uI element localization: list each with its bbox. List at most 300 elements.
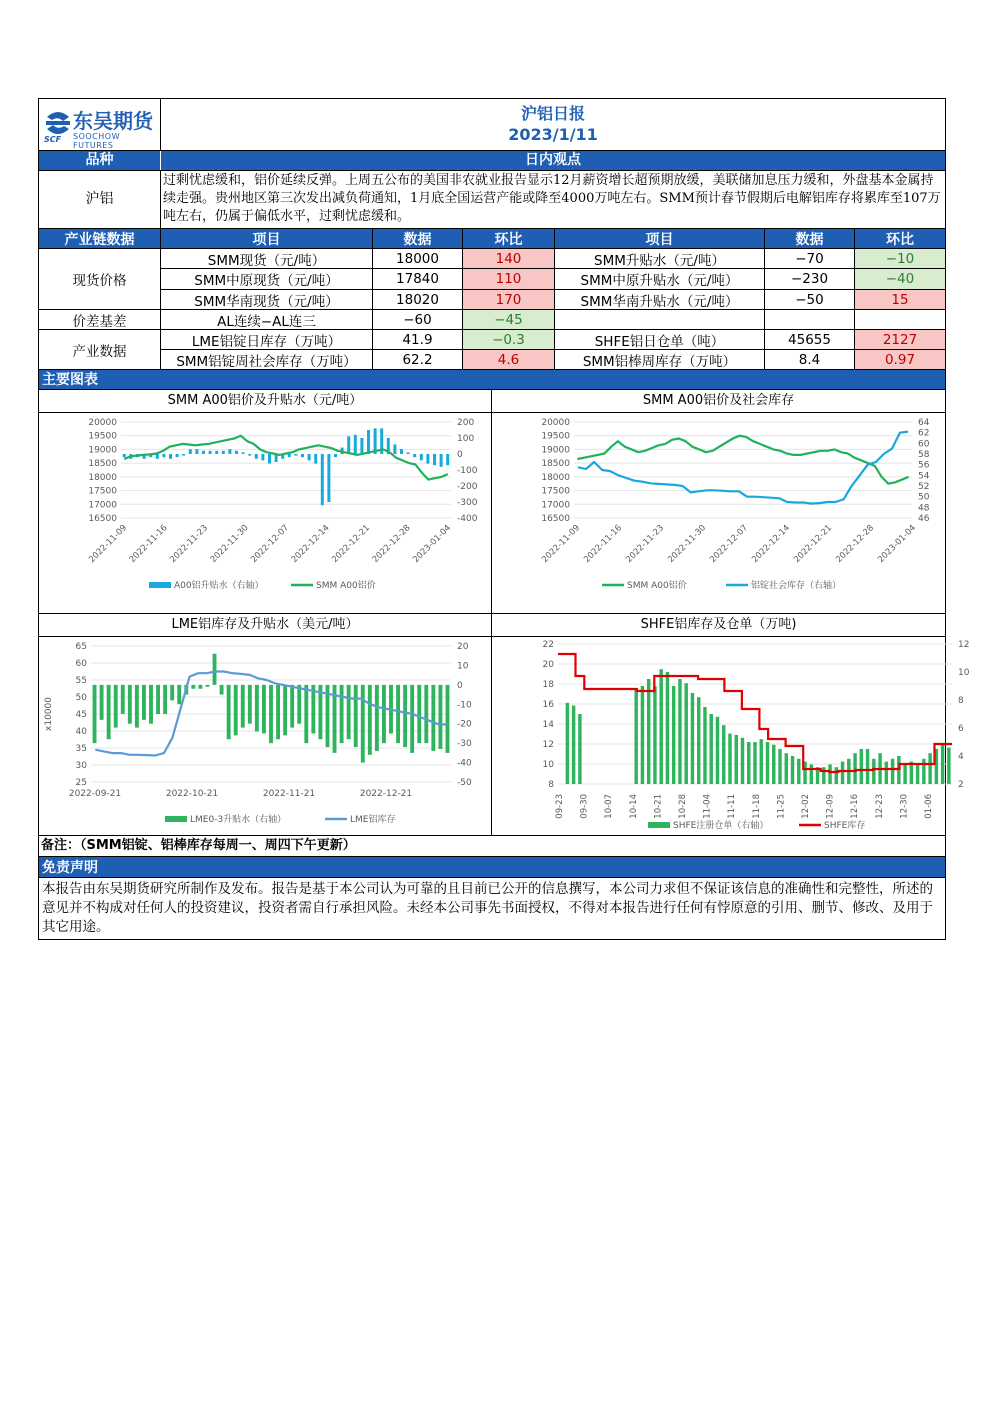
y-tick-left: 17000 xyxy=(541,500,570,511)
bar xyxy=(410,685,414,753)
table-cell-value xyxy=(765,310,855,330)
x-tick-label: 2022-11-30 xyxy=(666,523,709,566)
th-value-right: 数据 xyxy=(765,229,855,249)
y-tick-right: 4 xyxy=(958,752,964,762)
x-tick-label: 2022-12-14 xyxy=(289,523,332,566)
bar xyxy=(301,454,304,457)
y-tick-left: 18000 xyxy=(541,472,570,483)
table-cell-value: 62.2 xyxy=(373,350,463,370)
bar xyxy=(697,697,700,784)
bar xyxy=(703,707,706,784)
bar xyxy=(710,714,713,784)
bar xyxy=(121,685,125,714)
y-tick-left: 17500 xyxy=(88,486,117,497)
report-title: 沪铝日报 xyxy=(520,104,585,123)
col-view-header: 日内观点 xyxy=(525,152,581,168)
bar xyxy=(853,753,856,784)
bar xyxy=(334,454,337,457)
y-tick-right: -200 xyxy=(457,482,478,492)
x-tick-label: 09-30 xyxy=(579,794,590,819)
bar xyxy=(182,454,185,456)
y-tick-left: 12 xyxy=(542,740,554,750)
bar xyxy=(760,739,763,784)
bar xyxy=(107,685,111,739)
group-spot: 现货价格 xyxy=(39,249,161,310)
data-table xyxy=(39,229,945,370)
legend-label: LME0-3升贴水（右轴） xyxy=(190,815,287,825)
table-cell-item: AL连续−AL连三 xyxy=(161,310,373,330)
bar xyxy=(866,749,869,784)
y-tick-left: 10 xyxy=(542,760,554,770)
chart-a00-price-inventory xyxy=(492,412,945,613)
y-tick-right: 10 xyxy=(958,668,970,678)
table-cell-item: SMM中原升贴水（元/吨） xyxy=(555,269,765,290)
bar xyxy=(691,693,694,784)
table-cell-value: 17840 xyxy=(373,269,463,290)
legend-label: LME铝库存 xyxy=(350,815,396,825)
y-tick-right: 56 xyxy=(918,460,930,471)
chart-panel-a00-price xyxy=(39,390,492,614)
bar xyxy=(766,742,769,784)
bar xyxy=(841,762,844,784)
disclaimer-text: 本报告由东吴期货研究所制作及发布。报告是基于本公司认为可靠的且目前已公开的信息撰写，本公司力求但不保证该信息的准确性和完整性，所述的意见并不构成对任何人的投资建议，投资者需自行承担风险。未经本公司事先书面授权，不得对本报告进行任何有悖原意的引用、删节、修改、及用于其它用途。 xyxy=(42,881,933,935)
x-tick-label: 2022-11-21 xyxy=(262,789,316,799)
y-tick-right: 12 xyxy=(958,640,970,650)
bar xyxy=(347,436,350,454)
y-tick-left: 17000 xyxy=(88,500,117,511)
table-cell-item: SMM铝棒周库存（万吨） xyxy=(555,350,765,370)
y-tick-right: 6 xyxy=(958,724,964,734)
series-line xyxy=(578,432,908,504)
bar xyxy=(268,454,271,464)
charts-section-header: 主要图表 xyxy=(39,370,945,390)
table-cell-item: SMM中原现货（元/吨） xyxy=(161,269,373,290)
chart-shfe-inventory-warrants xyxy=(492,636,970,835)
series-line xyxy=(124,436,448,480)
table-cell-value: −60 xyxy=(373,310,463,330)
x-tick-label: 2022-11-30 xyxy=(208,523,251,566)
bar xyxy=(407,452,410,454)
x-tick-label: 10-21 xyxy=(653,794,664,819)
x-tick-label: 09-23 xyxy=(555,794,565,819)
bar xyxy=(170,685,174,701)
chart-title: SMM A00铝价及社会库存 xyxy=(492,390,945,413)
bar xyxy=(778,749,781,784)
x-tick-label: 2022-11-09 xyxy=(87,523,130,566)
chart-panel-a00-inventory xyxy=(492,390,945,614)
group-industry: 产业数据 xyxy=(39,330,161,370)
table-cell-change: −45 xyxy=(463,310,555,330)
bar xyxy=(321,454,324,505)
bar xyxy=(156,685,160,714)
x-tick-label: 2022-11-16 xyxy=(582,523,625,566)
bar xyxy=(189,449,192,454)
bar xyxy=(206,685,210,687)
bar xyxy=(242,452,245,454)
bar xyxy=(283,685,287,736)
logo-letters: SCF xyxy=(44,135,62,144)
y-tick-right: 200 xyxy=(457,418,475,428)
y-tick-left: 25 xyxy=(75,778,87,788)
y-tick-right: 48 xyxy=(918,503,930,514)
bar xyxy=(304,685,308,743)
y-tick-right: 2 xyxy=(958,780,964,790)
bar xyxy=(446,685,450,753)
bar xyxy=(156,454,159,459)
y-tick-left: 20000 xyxy=(541,418,570,428)
x-tick-label: 2022-11-09 xyxy=(540,523,583,566)
table-cell-change: 170 xyxy=(463,290,555,310)
y-tick-left: 19500 xyxy=(88,431,117,442)
y-tick-right: 10 xyxy=(457,661,469,672)
x-tick-label: 2022-11-16 xyxy=(127,523,170,566)
bar xyxy=(797,759,800,784)
table-cell-change: −0.3 xyxy=(463,330,555,350)
col-variety-header: 品种 xyxy=(39,151,161,170)
bar xyxy=(785,753,788,784)
x-tick-label: 2022-12-07 xyxy=(708,523,751,566)
x-tick-label: 10-14 xyxy=(628,794,639,819)
y-tick-left: 18000 xyxy=(88,472,117,483)
y-tick-left: 22 xyxy=(542,640,554,650)
bar xyxy=(772,745,775,784)
bar xyxy=(228,449,231,454)
x-tick-label: 11-04 xyxy=(702,794,713,819)
bar xyxy=(828,764,831,784)
bar xyxy=(678,679,681,784)
bar xyxy=(361,685,365,763)
x-tick-label: 12-23 xyxy=(874,794,885,819)
bar xyxy=(433,454,436,465)
bar xyxy=(209,451,212,454)
y-tick-right: -20 xyxy=(457,719,472,730)
y-tick-right: -50 xyxy=(457,778,472,788)
y-tick-left: 16500 xyxy=(541,514,570,524)
bar xyxy=(426,454,429,464)
bar xyxy=(367,430,370,454)
bar xyxy=(722,725,725,784)
bar xyxy=(222,451,225,454)
company-name-en: SOOCHOW FUTURES xyxy=(73,132,120,150)
x-tick-label: 12-30 xyxy=(899,794,910,819)
table-cell-change: 2127 xyxy=(855,330,945,350)
bar xyxy=(666,672,669,784)
th-item-right: 项目 xyxy=(555,229,765,249)
bar xyxy=(420,454,423,460)
bar xyxy=(269,685,273,743)
table-cell-value: 41.9 xyxy=(373,330,463,350)
x-tick-label: 10-28 xyxy=(678,794,688,819)
bar xyxy=(177,685,181,704)
table-cell-value: 18020 xyxy=(373,290,463,310)
bar xyxy=(248,685,252,724)
bar xyxy=(438,685,442,749)
table-cell-value: −70 xyxy=(765,249,855,269)
bar xyxy=(288,454,291,457)
legend-label: SHFE库存 xyxy=(824,821,866,831)
bar xyxy=(149,685,153,724)
bar xyxy=(368,685,372,755)
bar xyxy=(114,685,118,728)
bar xyxy=(922,759,925,784)
y-tick-right: 62 xyxy=(918,428,930,439)
y-tick-right: 0 xyxy=(457,680,463,691)
bar xyxy=(382,685,386,743)
x-tick-label: 2022-12-28 xyxy=(834,523,877,566)
bar xyxy=(360,438,363,454)
bar xyxy=(314,454,317,464)
bar xyxy=(308,454,311,460)
bar xyxy=(191,685,195,689)
bar xyxy=(647,679,650,784)
x-tick-label: 11-25 xyxy=(776,794,787,819)
table-cell-value: 8.4 xyxy=(765,350,855,370)
table-cell-change: −40 xyxy=(855,269,945,290)
company-logo xyxy=(39,99,161,151)
group-basis: 价差基差 xyxy=(39,310,161,330)
bar xyxy=(261,454,264,460)
legend-swatch xyxy=(149,582,171,588)
bar xyxy=(340,685,344,743)
bar xyxy=(753,742,756,784)
bar xyxy=(215,451,218,454)
y-tick-right: 52 xyxy=(918,482,930,492)
bar xyxy=(578,714,581,784)
y-tick-right: 20 xyxy=(457,642,469,652)
y-tick-right: -10 xyxy=(457,700,472,711)
bar xyxy=(93,685,97,743)
legend-label: SHFE注册仓单（右轴） xyxy=(673,821,769,831)
bar xyxy=(297,685,301,724)
y-tick-right: 60 xyxy=(918,439,930,450)
bar xyxy=(916,764,919,784)
x-tick-label: 2022-12-21 xyxy=(792,523,835,566)
y-tick-right: -40 xyxy=(457,758,472,769)
y-tick-left: 16500 xyxy=(88,514,117,524)
y-tick-left: 18 xyxy=(542,680,554,690)
bar xyxy=(403,685,407,747)
legend-label: 铝锭社会库存（右轴） xyxy=(751,581,842,591)
y-tick-left: 50 xyxy=(75,693,87,703)
bar xyxy=(928,753,931,784)
bar xyxy=(672,686,675,784)
table-cell-item: SHFE铝日仓单（吨） xyxy=(555,330,765,350)
bar xyxy=(262,685,266,734)
x-tick-label: 2022-12-21 xyxy=(359,789,413,799)
bar xyxy=(220,685,224,695)
y-tick-right: -100 xyxy=(457,466,478,476)
bar xyxy=(641,686,644,784)
bar xyxy=(947,748,950,784)
y-tick-left: 60 xyxy=(75,659,87,669)
x-tick-label: 2022-09-21 xyxy=(68,789,122,799)
bar xyxy=(872,759,875,784)
bar xyxy=(424,685,428,743)
bar xyxy=(142,685,146,720)
bar xyxy=(440,454,443,467)
bar xyxy=(653,686,656,784)
bar xyxy=(431,685,435,751)
y-tick-left: 55 xyxy=(75,676,87,686)
x-tick-label: 2022-12-21 xyxy=(330,523,373,566)
x-tick-label: 2022-12-07 xyxy=(249,523,292,566)
bar xyxy=(169,454,172,459)
bar xyxy=(822,767,825,784)
bar xyxy=(634,689,637,784)
bar xyxy=(235,451,238,454)
bar xyxy=(162,454,165,457)
bar xyxy=(176,454,179,457)
bar xyxy=(400,449,403,454)
chart-panel-shfe xyxy=(492,614,970,836)
y-tick-left: 20000 xyxy=(88,418,117,428)
y-tick-left: 35 xyxy=(75,744,87,754)
x-tick-label: 2022-12-14 xyxy=(750,523,793,566)
bar xyxy=(941,745,944,784)
table-cell-change: 140 xyxy=(463,249,555,269)
table-cell-change xyxy=(855,310,945,330)
table-cell-item: SMM现货（元/吨） xyxy=(161,249,373,269)
table-cell-item: SMM升贴水（元/吨） xyxy=(555,249,765,269)
bar xyxy=(716,717,719,784)
view-text: 过剩忧虑缓和，铝价延续反弹。上周五公布的美国非农就业报告显示12月薪资增长超预期放缓，美联储加息压力缓和，外盘基本金属持续走强。贵州地区第三次发出减负荷通知，1月底全国运营产能或降至4000万吨左右。SMM预计春节假期后电解铝库存将累库至107万吨左右，仍属于偏低水平，过剩忧虑缓和。 xyxy=(163,173,941,224)
chart-lme-inventory-basis xyxy=(39,636,491,835)
y-tick-left: 18500 xyxy=(88,459,117,470)
chart-a00-price-basis xyxy=(39,412,491,613)
chart-title: LME铝库存及升贴水（美元/吨） xyxy=(39,614,491,637)
x-tick-label: 2022-11-23 xyxy=(168,523,211,566)
y-tick-left: 18500 xyxy=(541,459,570,470)
y-tick-left: 65 xyxy=(75,642,87,652)
chart-title: SMM A00铝价及升贴水（元/吨） xyxy=(39,390,491,413)
x-tick-label: 01-06 xyxy=(924,794,934,819)
y-tick-right: 54 xyxy=(918,471,930,482)
table-cell-change: 0.97 xyxy=(855,350,945,370)
bar xyxy=(903,764,906,784)
report-frame xyxy=(38,98,970,940)
th-value-left: 数据 xyxy=(373,229,463,249)
table-cell-value: −230 xyxy=(765,269,855,290)
y-tick-left: 17500 xyxy=(541,486,570,497)
th-change-right: 环比 xyxy=(855,229,945,249)
bar xyxy=(354,435,357,454)
bar xyxy=(327,454,330,502)
bar xyxy=(123,454,126,457)
y-tick-right: 8 xyxy=(958,696,964,706)
table-cell-item: SMM华南升贴水（元/吨） xyxy=(555,290,765,310)
x-tick-label: 2022-10-21 xyxy=(165,789,219,799)
note: 备注：（SMM铝锭、铝棒库存每周一、周四下午更新） xyxy=(41,838,356,853)
bar xyxy=(248,454,251,456)
company-name: 东吴期货 xyxy=(73,109,153,133)
bar xyxy=(234,685,238,736)
y-tick-right: 58 xyxy=(918,450,930,460)
y-tick-left: 19000 xyxy=(541,445,570,456)
bar xyxy=(572,706,575,784)
bar xyxy=(241,685,245,728)
bar xyxy=(396,685,400,743)
bar xyxy=(891,759,894,784)
view-row xyxy=(39,171,945,229)
legend-swatch xyxy=(165,816,187,822)
variety-cell: 沪铝 xyxy=(39,171,161,228)
y-tick-left: 45 xyxy=(75,710,87,720)
y-tick-left: 19000 xyxy=(88,445,117,456)
x-tick-label: 12-09 xyxy=(825,794,836,819)
bar xyxy=(735,735,738,784)
bar xyxy=(810,764,813,784)
bar xyxy=(741,738,744,784)
bar xyxy=(100,685,104,720)
y-tick-right: 50 xyxy=(918,492,930,503)
bar xyxy=(198,685,202,689)
view-header-bar xyxy=(39,151,945,171)
legend-label: A00铝升贴水（右轴） xyxy=(174,581,264,591)
x-tick-label: 12-02 xyxy=(801,794,811,819)
bar xyxy=(255,685,259,732)
bar xyxy=(135,685,139,728)
th-item-left: 项目 xyxy=(161,229,373,249)
y-tick-left: 30 xyxy=(75,761,87,771)
table-cell-item: SMM华南现货（元/吨） xyxy=(161,290,373,310)
chart-panel-lme xyxy=(39,614,492,836)
bar xyxy=(885,762,888,784)
bar xyxy=(163,685,167,714)
bar xyxy=(747,742,750,784)
bar xyxy=(213,654,217,685)
bar xyxy=(227,685,231,739)
bar xyxy=(195,449,198,454)
y-tick-left: 40 xyxy=(75,727,87,737)
header xyxy=(39,99,945,151)
x-tick-label: 11-11 xyxy=(727,794,738,819)
x-tick-label: 11-18 xyxy=(751,794,762,819)
table-cell-value: 18000 xyxy=(373,249,463,269)
bar xyxy=(290,685,294,728)
y-tick-right: -400 xyxy=(457,514,478,524)
legend-label: SMM A00铝价 xyxy=(627,581,687,591)
x-tick-label: 10-07 xyxy=(604,794,615,819)
bar xyxy=(659,669,662,784)
bar xyxy=(354,685,358,747)
bar xyxy=(128,685,132,724)
legend-label: SMM A00铝价 xyxy=(316,581,376,591)
bar xyxy=(835,767,838,784)
y-axis-label: x10000 xyxy=(44,697,54,731)
table-cell-change: 110 xyxy=(463,269,555,290)
x-tick-label: 2022-11-23 xyxy=(624,523,667,566)
y-tick-left: 14 xyxy=(542,720,554,730)
y-tick-left: 19500 xyxy=(541,431,570,442)
bar xyxy=(791,756,794,784)
legend-swatch xyxy=(648,822,670,828)
chart-title: SHFE铝库存及仓单（万吨) xyxy=(492,614,945,637)
table-cell-item xyxy=(555,310,765,330)
bar xyxy=(417,685,421,743)
th-chain: 产业链数据 xyxy=(39,229,161,249)
bar xyxy=(294,454,297,456)
table-cell-item: SMM铝锭周社会库存（万吨） xyxy=(161,350,373,370)
x-tick-label: 2023-01-04 xyxy=(411,523,454,566)
y-tick-right: 46 xyxy=(918,514,930,524)
bar xyxy=(566,703,569,784)
bar xyxy=(684,683,687,784)
table-cell-item: LME铝锭日库存（万吨） xyxy=(161,330,373,350)
bar xyxy=(446,454,449,465)
table-cell-change: −10 xyxy=(855,249,945,269)
report-date: 2023/1/11 xyxy=(508,125,598,144)
bar xyxy=(255,454,258,459)
